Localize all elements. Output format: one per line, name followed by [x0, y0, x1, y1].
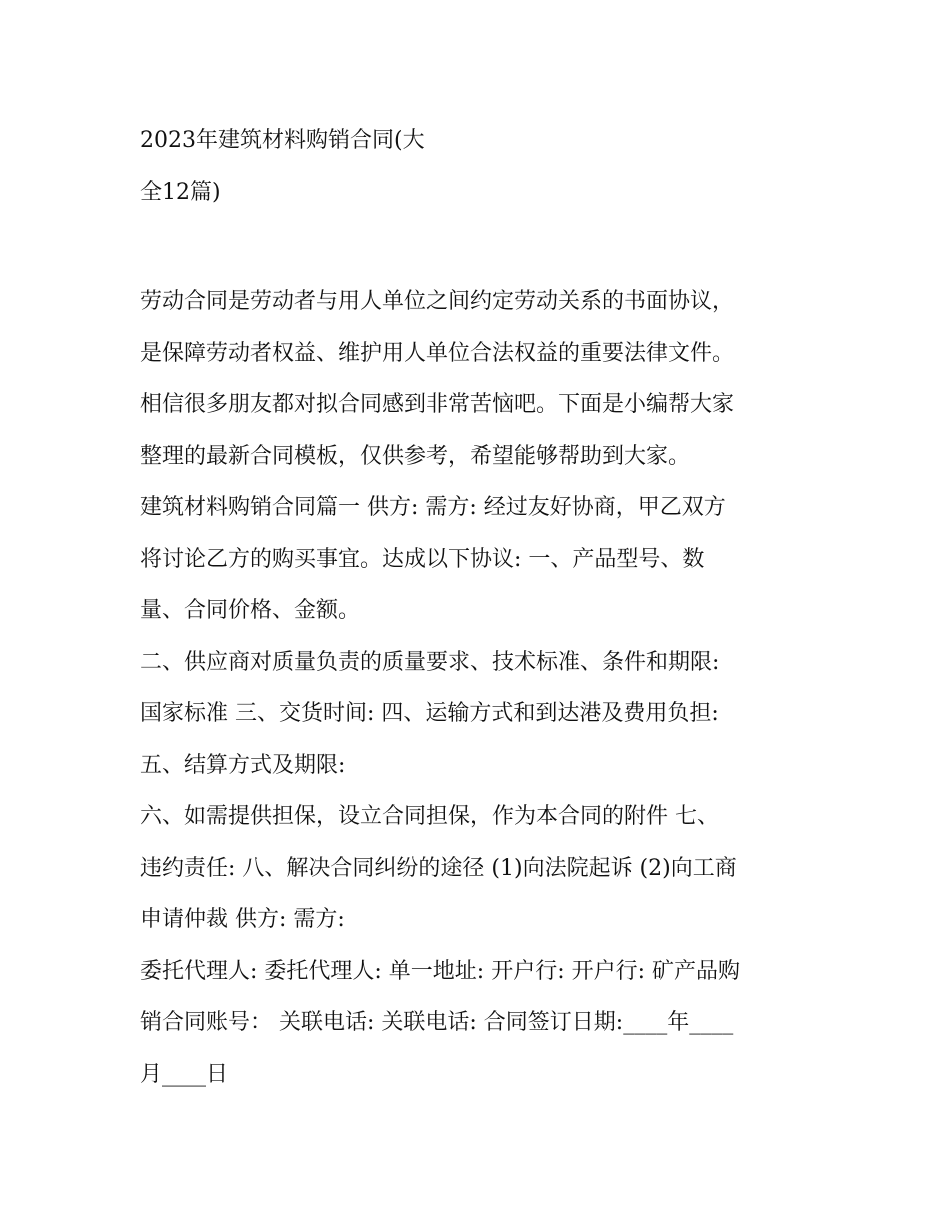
- body-line: 建筑材料购销合同篇一 供方: 需方: 经过友好协商，甲乙双方: [140, 495, 726, 520]
- body-line: 国家标准 三、交货时间: 四、运输方式和到达港及费用负担:: [140, 701, 719, 726]
- title-line: 全12篇): [140, 179, 221, 205]
- title-line: 2023年建筑材料购销合同(大: [140, 128, 425, 153]
- document-title: [140, 115, 820, 218]
- body-line: 违约责任: 八、解决合同纠纷的途径 (1)向法院起诉 (2)向工商: [140, 855, 737, 881]
- body-line: 相信很多朋友都对拟合同感到非常苦恼吧。下面是小编帮大家: [140, 392, 735, 417]
- body-line: 整理的最新合同模板，仅供参考，希望能够帮助到大家。: [140, 443, 691, 469]
- body-line: 六、如需提供担保，设立合同担保，作为本合同的附件 七、: [140, 804, 719, 829]
- body-line: 委托代理人: 委托代理人: 单一地址: 开户行: 开户行: 矿产品购: [140, 958, 741, 984]
- body-line: 申请仲裁 供方: 需方:: [140, 907, 345, 932]
- body-line: 月____日: [140, 1061, 229, 1087]
- body-line: 劳动合同是劳动者与用人单位之间约定劳动关系的书面协议，: [140, 289, 735, 314]
- body-line: 是保障劳动者权益、维护用人单位合法权益的重要法律文件。: [140, 340, 735, 366]
- body-line: 五、结算方式及期限:: [140, 752, 346, 778]
- body-line: 二、供应商对质量负责的质量要求、技术标准、条件和期限:: [140, 649, 720, 675]
- body-line: 销合同账号： 关联电话: 关联电话: 合同签订日期:____年____: [140, 1010, 734, 1035]
- body-line: 量、合同价格、金额。: [140, 598, 361, 623]
- body-line: 将讨论乙方的购买事宜。达成以下协议: 一、产品型号、数: [140, 546, 705, 572]
- document-body: [140, 276, 830, 1100]
